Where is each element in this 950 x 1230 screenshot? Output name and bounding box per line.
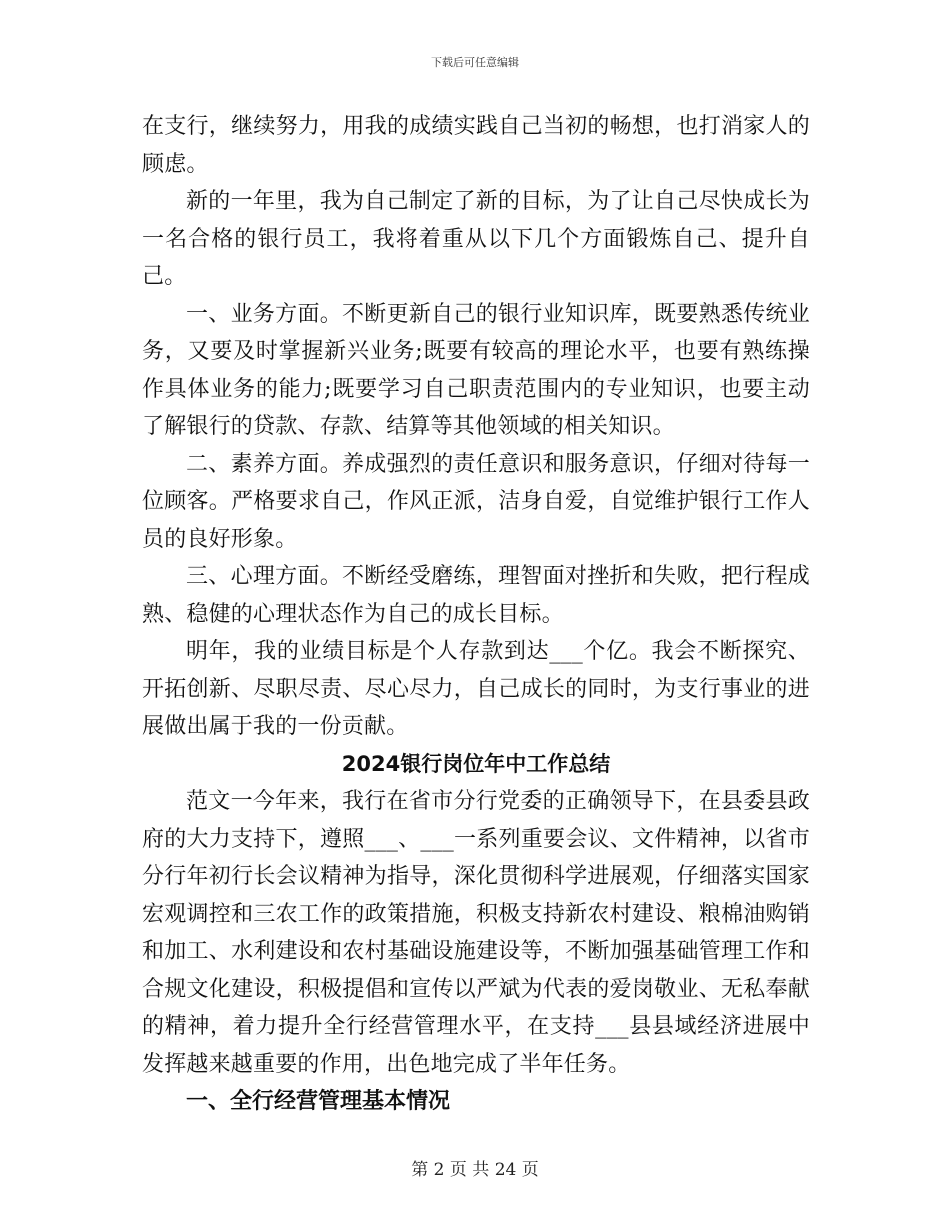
document-title: 2024银行岗位年中工作总结 (341, 751, 611, 776)
paragraph-continuation: 在支行，继续努力，用我的成绩实践自己当初的畅想，也打消家人的顾虑。 (142, 114, 810, 177)
page-header: 下载后可任意编辑 (431, 56, 519, 69)
paragraph-business: 一、业务方面。不断更新自己的银行业知识库，既要熟悉传统业务，又要及时掌握新兴业务;既要有较高的理论水平，也要有熟练操作具体业务的能力;既要学习自己职责范围内的专业知识，也要主动了解银行的贷款、存款、结算等其他领域的相关知识。 (142, 301, 810, 439)
paragraph-psychology: 三、心理方面。不断经受磨练，理智面对挫折和失败，把行程成熟、稳健的心理状态作为自己的成长目标。 (142, 564, 810, 627)
paragraph-next-year: 明年，我的业绩目标是个人存款到达___个亿。我会不断探究、开拓创新、尽职尽责、尽心尽力，自己成长的同时，为支行事业的进展做出属于我的一份贡献。 (142, 639, 810, 739)
paragraph-quality: 二、素养方面。养成强烈的责任意识和服务意识，仔细对待每一位顾客。严格要求自己，作风正派，洁身自爱，自觉维护银行工作人员的良好形象。 (142, 451, 810, 552)
paragraph-summary: 范文一今年来，我行在省市分行党委的正确领导下，在县委县政府的大力支持下，遵照___、___一系列重要会议、文件精神，以省市分行年初行长会议精神为指导，深化贯彻科学进展观，仔细落实国家宏观调控和三农工作的政策措施，积极支持新农村建设、粮棉油购销和加工、水利建设和农村基础设施建设等，不断加强基础管理工作和合规文化建设，积极提倡和宣传以严斌为代表的爱岗敬业、无私奉献的精神，着力提升全行经营管理水平，在支持___县县域经济进展中发挥越来越重要的作用，出色地完成了半年任务。 (142, 789, 810, 1077)
section-heading: 一、全行经营管理基本情况 (186, 1089, 451, 1114)
page-footer: 第 2 页 共 24 页 (411, 1160, 539, 1180)
document-body (142, 108, 810, 1121)
paragraph-new-year-goals: 新的一年里，我为自己制定了新的目标，为了让自己尽快成长为一名合格的银行员工，我将着重从以下几个方面锻炼自己、提升自己。 (142, 189, 810, 289)
